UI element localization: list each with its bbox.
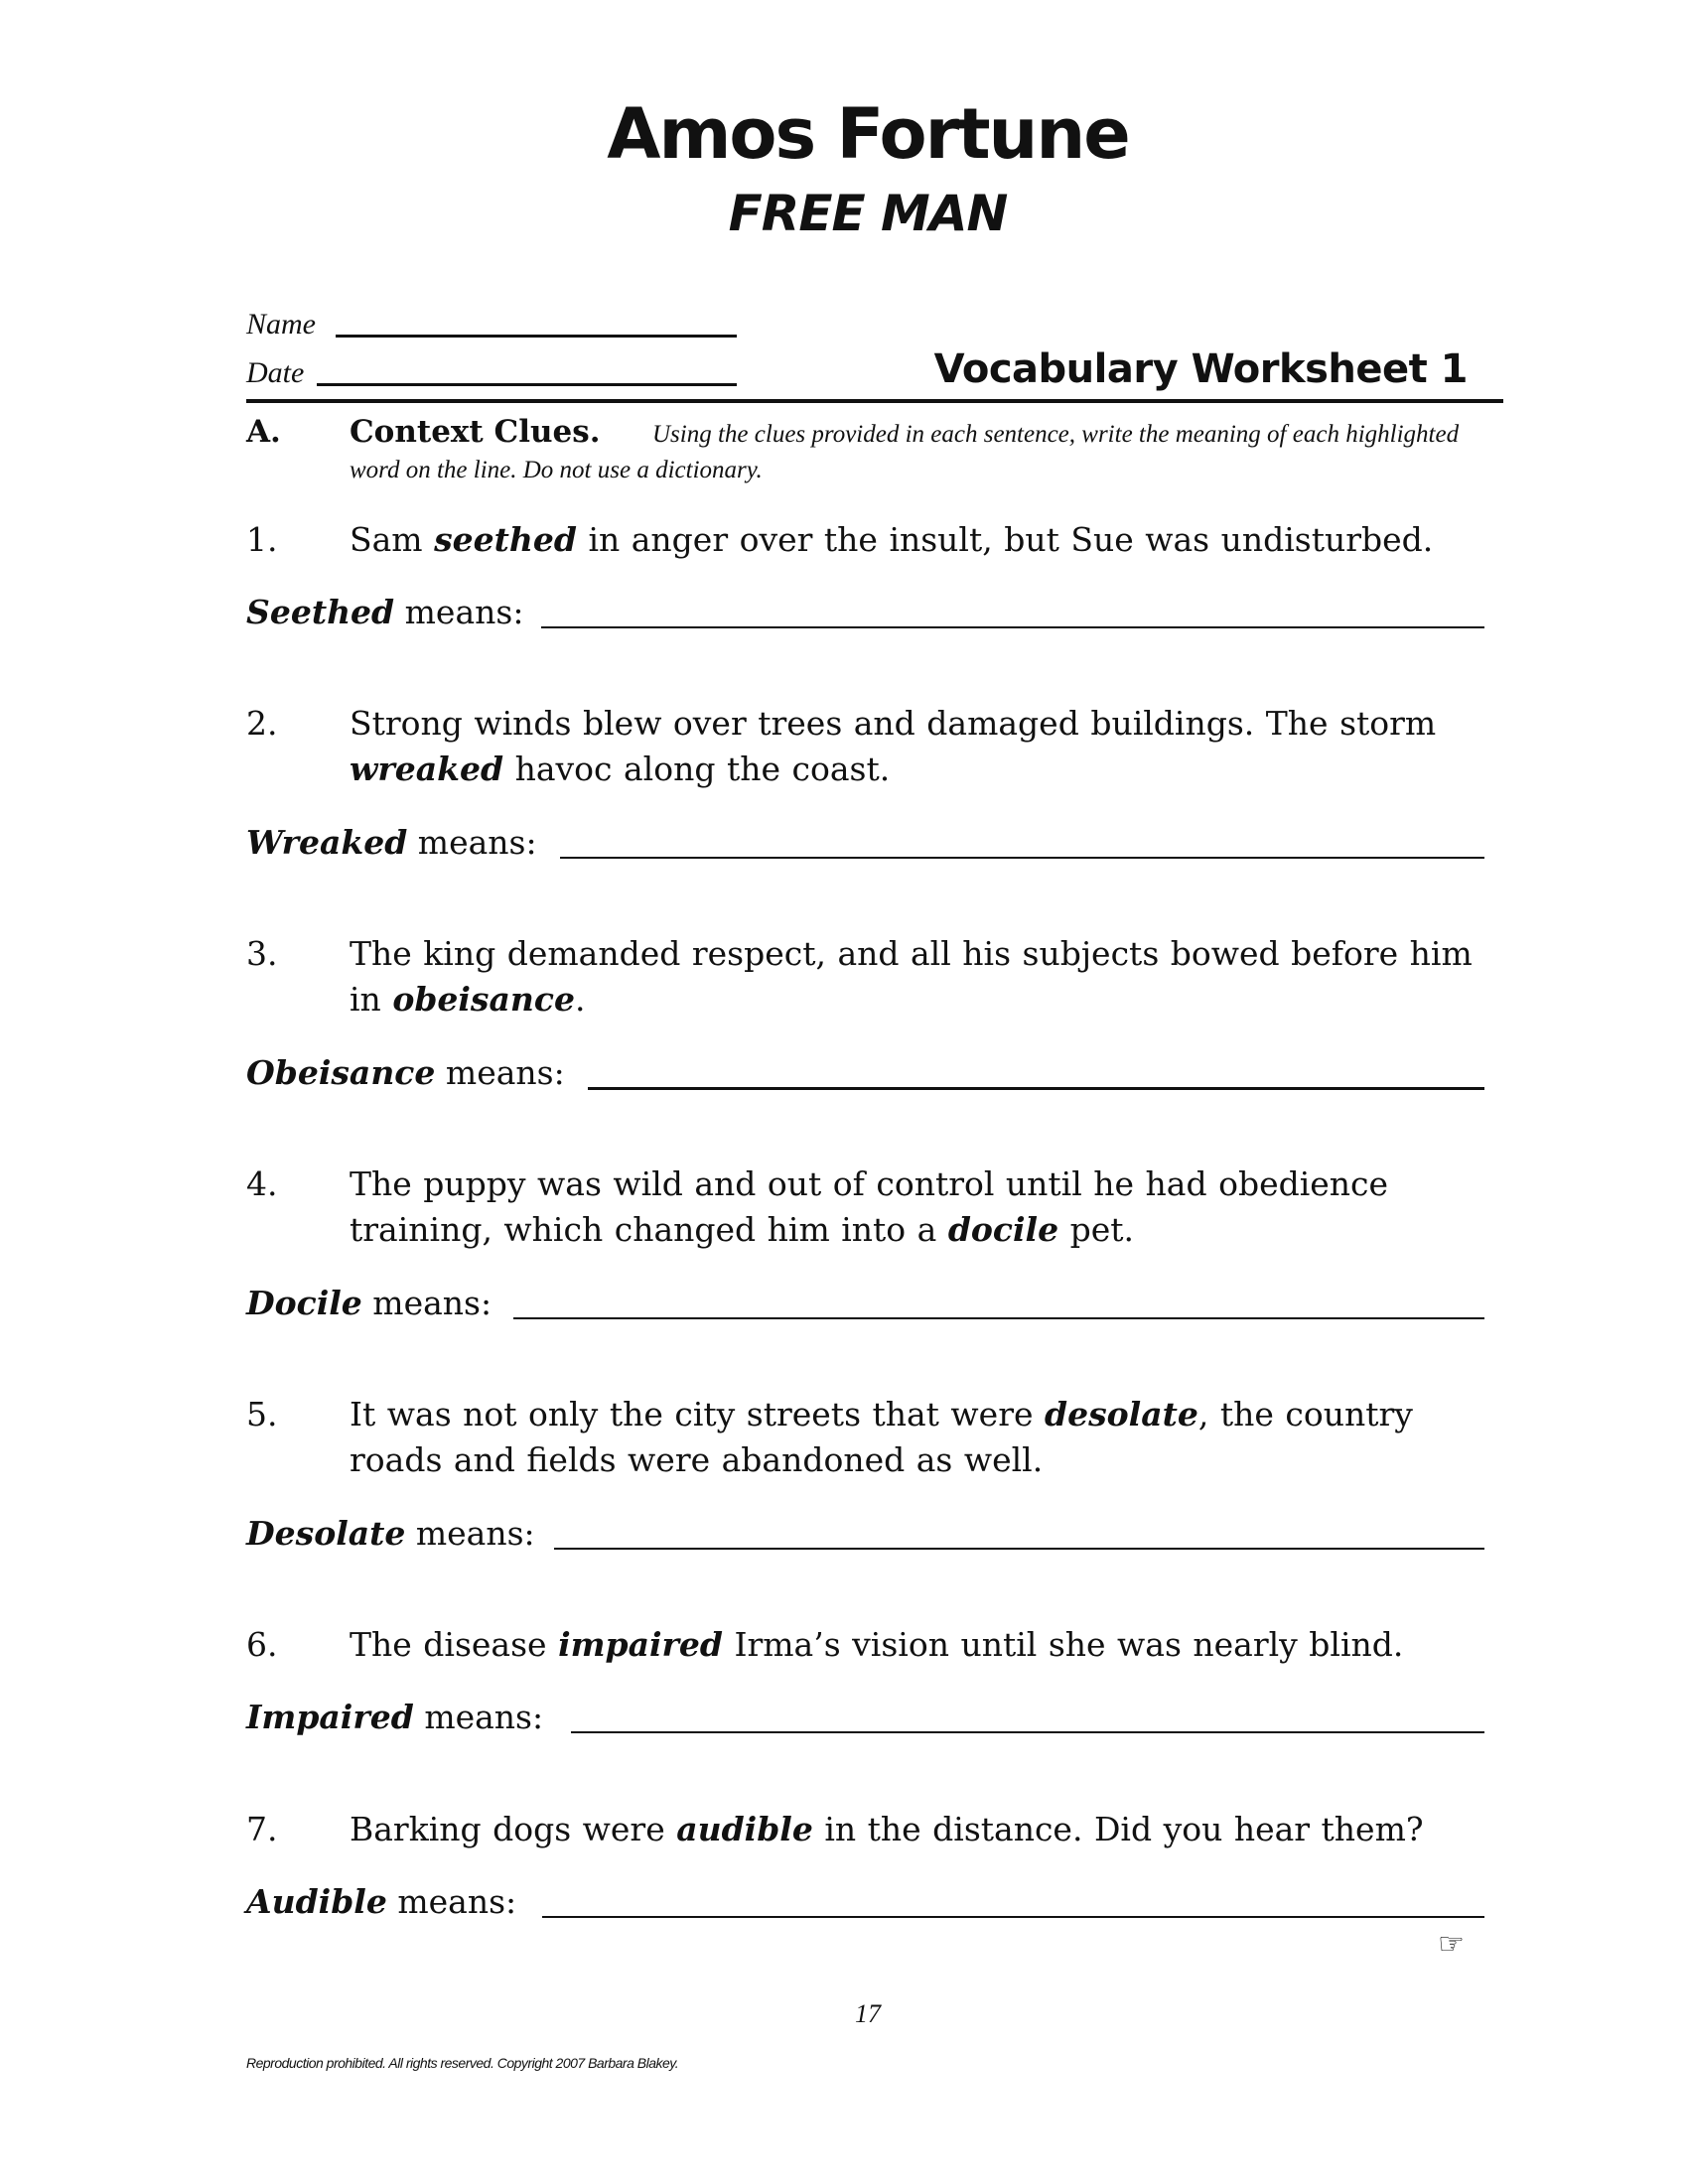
vocab-word: obeisance [392,980,575,1019]
vocab-word: wreaked [350,750,504,788]
answer-label: Wreaked means: [246,823,537,862]
question-text: The puppy was wild and out of control until he had obedience training, which changed him into a docile pet. [350,1164,1389,1249]
question-text: It was not only the city streets that were desolate, the country roads and fields were abandoned as well. [350,1395,1413,1479]
answer-label: Desolate means: [246,1514,535,1553]
page-title: Amos Fortune [607,93,1129,175]
question-number: 4. [246,1164,278,1203]
question-text: Barking dogs were audible in the distance. Did you hear them? [350,1810,1424,1848]
vocab-word: desolate [1045,1395,1198,1433]
answer-label: Obeisance means: [246,1053,565,1092]
vocab-word: seethed [434,520,577,559]
worksheet-title: Vocabulary Worksheet 1 [933,346,1468,392]
page-subtitle: FREE MAN [728,185,1008,242]
name-field[interactable] [336,335,737,338]
name-label: Name [246,308,316,341]
vocab-word: impaired [558,1625,723,1664]
copyright-footer: Reproduction prohibited. All rights reserved. Copyright 2007 Barbara Blakey. [246,2055,679,2071]
date-label: Date [246,356,305,389]
answer-line[interactable] [554,1548,1484,1550]
section-letter: A. [246,414,281,450]
section-title: Context Clues. [350,414,601,450]
question-number: 1. [246,520,278,559]
answer-line[interactable] [560,857,1484,859]
question-text: The king demanded respect, and all his subjects bowed before him in obeisance. [350,934,1473,1019]
page-number: 17 [855,1999,881,2028]
answer-label: Docile means: [246,1284,492,1322]
question-text: Strong winds blew over trees and damaged buildings. The storm wreaked havoc along the coast. [350,704,1437,788]
pointing-hand-icon: ☞ [1438,1927,1465,1962]
question-number: 6. [246,1625,278,1664]
answer-line[interactable] [588,1087,1484,1090]
vocab-word: audible [676,1810,813,1848]
question-number: 7. [246,1810,278,1848]
header-divider [246,399,1503,403]
question-text: The disease impaired Irma’s vision until she was nearly blind. [350,1625,1404,1664]
section-instructions: Using the clues provided in each sentence, write the meaning of each highlighted word on the line. Do not use a dictionary. [350,421,1460,483]
date-field[interactable] [317,383,737,386]
answer-line[interactable] [542,1916,1484,1918]
answer-line[interactable] [571,1731,1484,1733]
answer-line[interactable] [513,1317,1484,1319]
question-number: 2. [246,704,278,743]
question-number: 3. [246,934,278,973]
vocab-word: docile [947,1210,1059,1249]
question-number: 5. [246,1395,278,1433]
answer-line[interactable] [541,626,1484,628]
answer-label: Impaired means: [246,1698,544,1736]
question-text: Sam seethed in anger over the insult, but Sue was undisturbed. [350,520,1434,559]
answer-label: Audible means: [246,1882,517,1921]
answer-label: Seethed means: [246,593,524,631]
